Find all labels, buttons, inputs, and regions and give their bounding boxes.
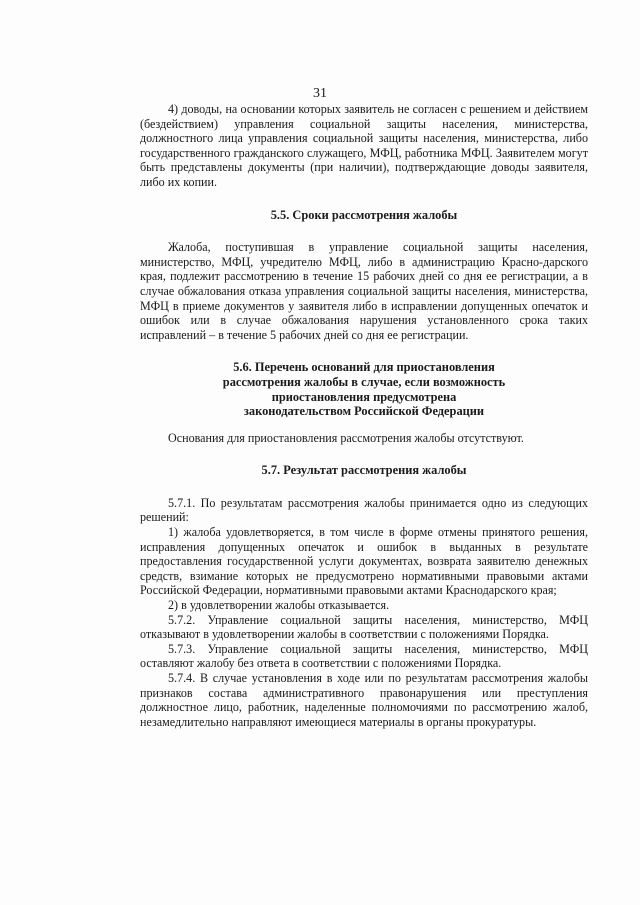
- paragraph-5-7-2: 5.7.2. Управление социальной защиты населения, министерство, МФЦ отказывают в удовлетворении жалобы в соответствии с положениями Порядка.: [140, 612, 588, 642]
- paragraph-5-4-item-4: 4) доводы, на основании которых заявитель не согласен с решением и действием (бездействием) управления социальной защиты населения, министерства, должностного лица управления социальной защиты населения, министерства, либо государственного гражданского служащего, МФЦ, работника МФЦ. Заявителем могут быть представлены документы (при наличии), подтверждающие доводы заявителя, либо их копии.: [140, 102, 588, 189]
- paragraph-5-7-1-item-1: 1) жалоба удовлетворяется, в том числе в форме отмены принятого решения, исправления допущенных опечаток и ошибок в выданных в результате предоставления государственной услуги документах, возврата заявителю денежных средств, взимание которых не предусмотрено нормативными правовыми актами Российской Федерации, нормативными правовыми актами Краснодарского края;: [140, 525, 588, 598]
- heading-5-6-line-4: законодательством Российской Федерации: [243, 404, 485, 419]
- paragraph-5-7-3: 5.7.3. Управление социальной защиты населения, министерство, МФЦ оставляют жалобу без ответа в соответствии с положениями Порядка.: [140, 641, 588, 671]
- heading-5-5: 5.5. Сроки рассмотрения жалобы: [270, 207, 458, 222]
- paragraph-5-5: Жалоба, поступившая в управление социальной защиты населения, министерство, МФЦ, учредителю МФЦ, либо в администрацию Красно-дарского края, подлежит рассмотрению в течение 15 рабочих дней со дня ее регистрации, а в случае обжалования отказа управления социальной защиты населения, министерства, МФЦ в приеме документов у заявителя либо в исправлении допущенных опечаток и ошибок или в случае обжалования нарушения установленного срока таких исправлений – в течение 5 рабочих дней со дня ее регистрации.: [140, 240, 588, 342]
- page-content: [140, 102, 588, 729]
- heading-5-6: [140, 360, 588, 418]
- heading-5-6-line-3: приостановления предусмотрена: [271, 389, 457, 404]
- paragraph-5-7-4: 5.7.4. В случае установления в ходе или по результатам рассмотрения жалобы признаков состава административного правонарушения или преступления должностное лицо, работник, наделенные полномочиями по рассмотрению жалоб, незамедлительно направляют имеющиеся материалы в органы прокуратуры.: [140, 671, 588, 729]
- heading-5-6-line-2: рассмотрения жалобы в случае, если возможность: [222, 374, 506, 389]
- paragraph-5-7-1-item-2: 2) в удовлетворении жалобы отказывается.: [168, 598, 390, 613]
- paragraph-5-7-1: 5.7.1. По результатам рассмотрения жалобы принимается одно из следующих решений:: [140, 495, 588, 525]
- heading-5-6-line-1: 5.6. Перечень оснований для приостановления: [233, 360, 495, 375]
- heading-5-7: 5.7. Результат рассмотрения жалобы: [261, 463, 467, 478]
- page-number: 31: [313, 86, 327, 101]
- paragraph-5-6: Основания для приостановления рассмотрения жалобы отсутствуют.: [168, 430, 524, 445]
